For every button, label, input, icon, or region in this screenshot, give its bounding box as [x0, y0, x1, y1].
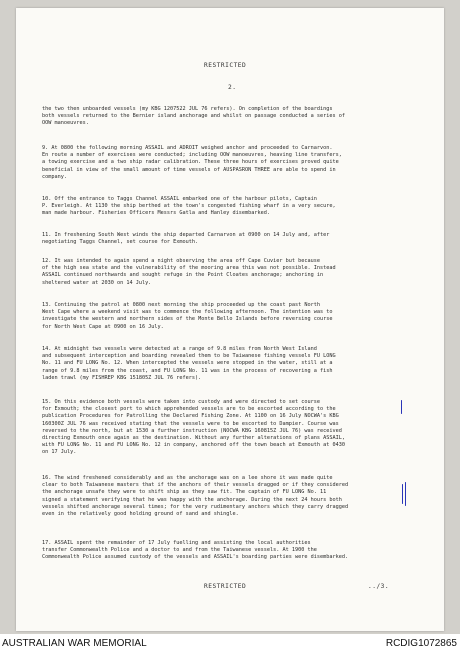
- margin-mark: [402, 484, 403, 504]
- text-line: for Exmouth; the closest port to which apprehended vessels are to be escorted according to the: [42, 406, 336, 413]
- text-line: with FU LONG No. 11 and FU LONG No. 12 in company, anchored off the town beach at Exmouth at 0430: [42, 442, 345, 449]
- text-line: of the high sea state and the vulnerability of the mooring area this was not possible. Instead: [42, 265, 336, 272]
- text-line: the two then unboarded vessels (my KBG 1207522 JUL 76 refers). On completion of the boardings: [42, 106, 333, 112]
- header-classification: RESTRICTED: [204, 62, 247, 69]
- text-line: on 17 July.: [42, 449, 77, 456]
- text-line: 10. Off the entrance to Taggs Channel ASSAIL embarked one of the harbour pilots, Captain: [42, 196, 317, 202]
- text-line: and subsequent interception and boarding revealed them to be Taiwanese fishing vessels FU LONG: [42, 353, 336, 360]
- text-line: transfer Commonwealth Police and a doctor to and from the Taiwanese vessels. At 1900 the: [42, 547, 317, 554]
- text-line: clear to both Taiwanese masters that if the anchors of their vessels dragged or if they considered: [42, 482, 349, 489]
- text-line: signed a statement verifying that he was happy with the anchorage. During the next 24 hours both: [42, 496, 342, 503]
- text-line: even in the relatively good holding ground of sand and shingle.: [42, 511, 239, 517]
- text-line: West Cape where a weekend visit was to commence the following afternoon. The intention was to: [42, 309, 333, 316]
- text-line: 14. At midnight two vessels were detected at a range of 9.8 miles from North West Island: [42, 346, 317, 352]
- archive-footer: [0, 634, 460, 654]
- text-line: range of 9.8 miles from the coast, and FU LONG No. 11 was in the process of recovering a fish: [42, 367, 333, 374]
- margin-mark: [401, 400, 402, 414]
- text-line: sheltered water at 2030 on 14 July.: [42, 279, 152, 286]
- text-line: publication Procedures for Patrolling the Declared Fishing Zone. At 1100 on 16 July NOCWA's KBG: [42, 413, 339, 420]
- text-line: 160300Z JUL 76 was received stating that the vessels were to be escorted to Dampier. Course was: [42, 420, 339, 427]
- text-line: a towing exercise and a two ship radar calibration. These three hours of exercises proved quite: [42, 159, 339, 166]
- text-line: company.: [42, 173, 67, 180]
- text-line: P. Everleigh. At 1130 the ship berthed at the town's congested fishing wharf in a very secure,: [42, 203, 336, 210]
- footer-classification: RESTRICTED: [204, 583, 247, 590]
- text-line: directing Exmouth once again as the destination. Without any further alterations of plans ASSAIL,: [42, 435, 345, 441]
- text-line: OOW manoeuvres.: [42, 120, 89, 127]
- page-number: 2.: [228, 84, 237, 91]
- text-line: 15. On this evidence both vessels were taken into custody and were directed to set course: [42, 399, 320, 405]
- text-line: 11. In freshening South West winds the ship departed Carnarvon at 0900 on 14 July and, after: [42, 232, 330, 238]
- text-line: Commonwealth Police assumed custody of the vessels and ASSAIL's boarding parties were disembarked.: [42, 554, 349, 561]
- text-line: 16. The wind freshened considerably and as the anchorage was on a lee shore it was made quite: [42, 475, 333, 481]
- text-line: both vessels returned to the Bernier island anchorage and whilst on passage conducted a series of: [42, 113, 345, 120]
- text-line: man made harbour. Fisheries Officers Messrs Gatla and Hanley disembarked.: [42, 210, 270, 217]
- text-line: vessels shifted anchorage several times; for the very rudimentary anchors which they carry dragged: [42, 503, 349, 510]
- text-line: the anchorage unsafe they were to shift ship as they saw fit. The captain of FU LONG No. 11: [42, 489, 327, 496]
- margin-mark: [405, 482, 406, 506]
- text-line: for North West Cape at 0900 on 16 July.: [42, 323, 164, 330]
- text-line: 17. ASSAIL spent the remainder of 17 July fuelling and assisting the local authorities: [42, 540, 311, 546]
- text-line: No. 11 and FU LONG No. 12. When intercepted the vessels were stopped in the water, still at a: [42, 360, 333, 367]
- continuation-marker: ../3.: [368, 583, 390, 590]
- text-line: En route a number of exercises were conducted; including OOW manoeuvres, heaving line transfers,: [42, 152, 342, 159]
- text-line: beneficial in view of the small amount of time vessels of AUSPASRON THREE are able to spend in: [42, 166, 336, 173]
- text-line: ASSAIL continued northwards and sought refuge in the Point Cloates anchorage; anchoring in: [42, 272, 324, 279]
- text-line: 9. At 0800 the following morning ASSAIL and ADROIT weighed anchor and proceeded to Carnarvon.: [42, 145, 333, 151]
- text-line: reversed to the north, but at 1530 a further instruction (NOCWA KBG 160815Z JUL 76) was received: [42, 427, 342, 434]
- text-line: laden trawl (my FISHREP KBG 151805Z JUL 76 refers).: [42, 374, 202, 381]
- archive-id: RCDIG1072865: [385, 638, 457, 649]
- text-line: 12. It was intended to again spend a night observing the area off Cape Cuvier but because: [42, 258, 320, 264]
- document-page: [16, 8, 444, 631]
- text-line: 13. Continuing the patrol at 0800 next morning the ship proceeded up the coast past North: [42, 302, 320, 308]
- text-line: investigate the western and northern sides of the Monte Bello Islands before reversing course: [42, 316, 333, 323]
- text-line: negotiating Taggs Channel, set course for Exmouth.: [42, 239, 199, 246]
- archive-name: AUSTRALIAN WAR MEMORIAL: [2, 638, 147, 649]
